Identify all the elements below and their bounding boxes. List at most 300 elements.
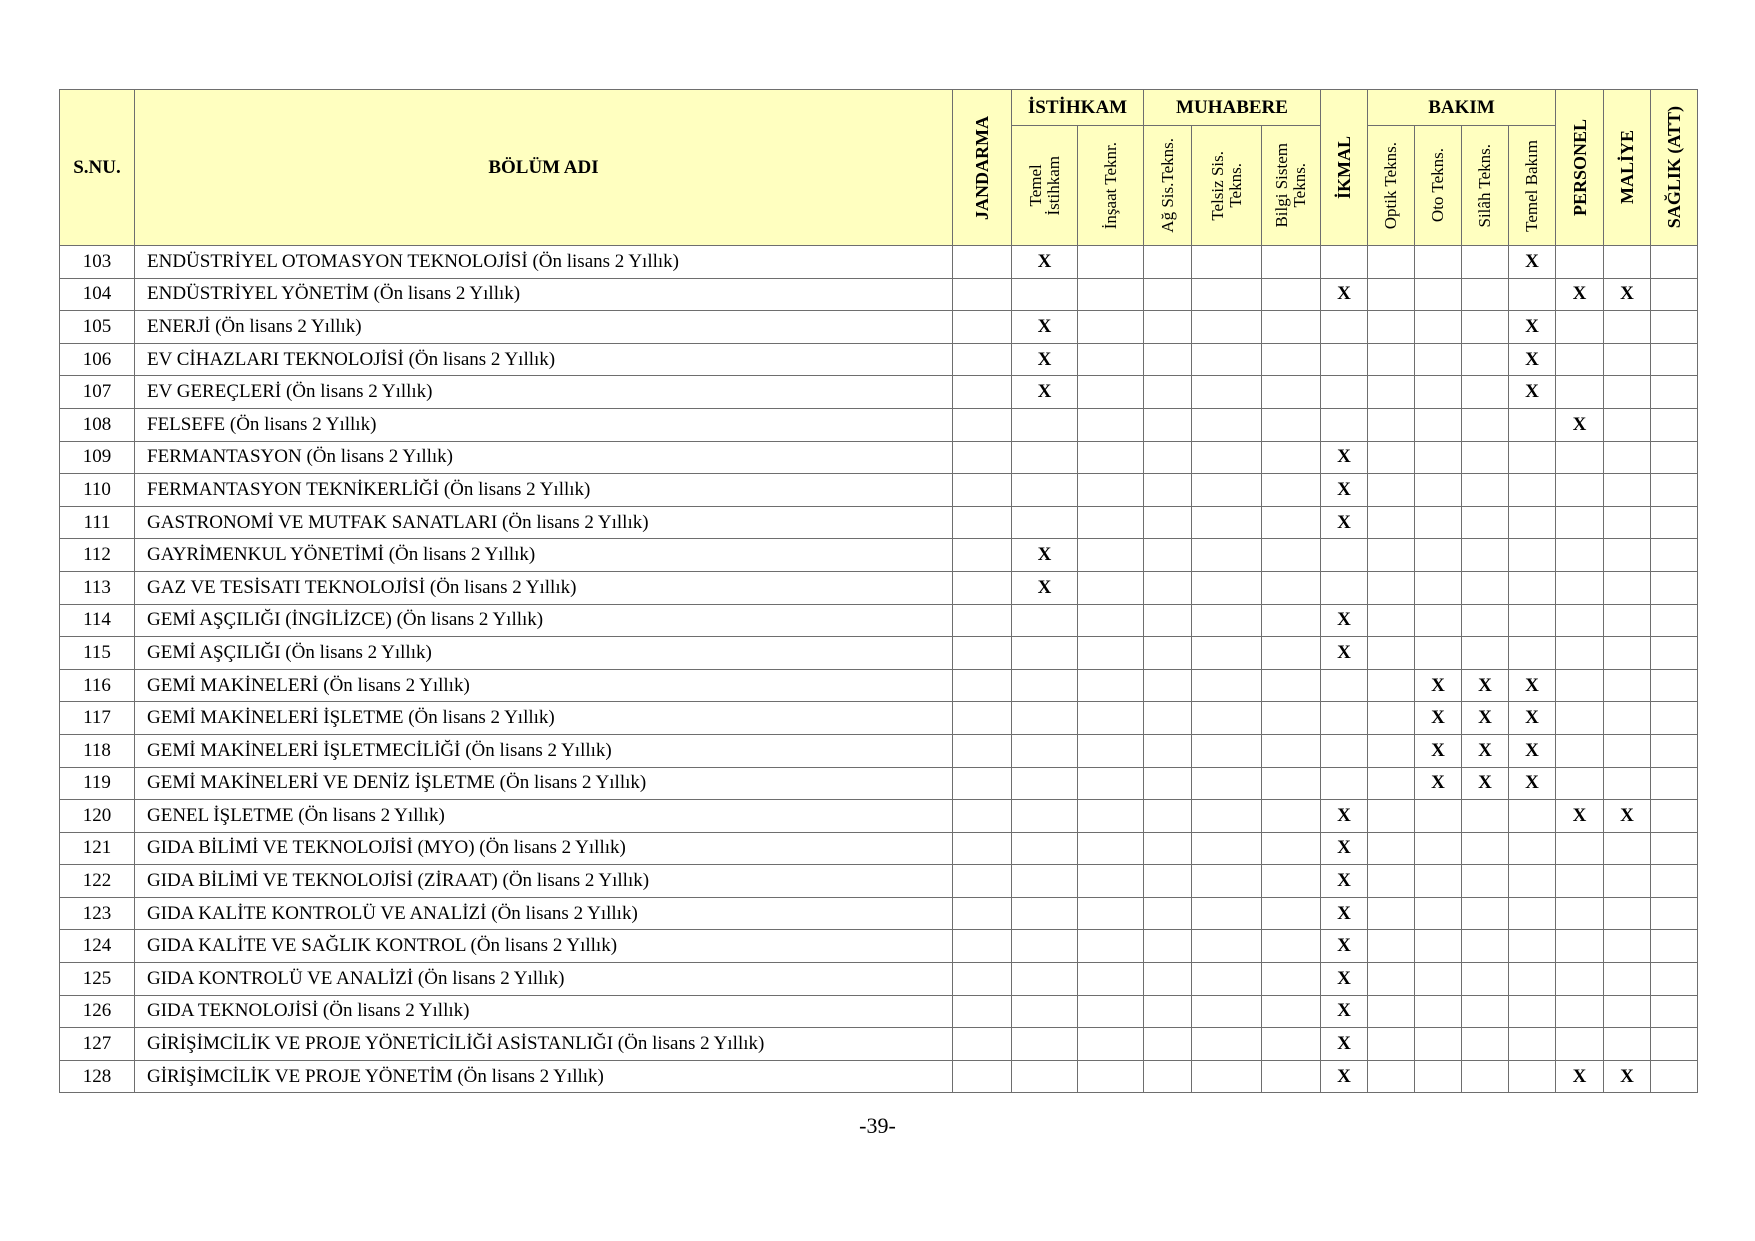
- mark-cell-personel: [1556, 702, 1604, 735]
- mark-cell-ag-sis: [1144, 1028, 1192, 1061]
- mark-cell-telsiz: [1192, 702, 1262, 735]
- mark-cell-jandarma: [953, 995, 1012, 1028]
- mark-cell-temel-istihkam: X: [1012, 311, 1078, 344]
- mark-cell-saglik: [1651, 669, 1698, 702]
- mark-cell-temel-istihkam: X: [1012, 571, 1078, 604]
- row-number: 112: [60, 539, 135, 572]
- header-ikmal: İKMAL: [1321, 90, 1368, 246]
- mark-cell-temel-istihkam: [1012, 474, 1078, 507]
- row-number: 115: [60, 637, 135, 670]
- mark-cell-temel-bakim: [1509, 441, 1556, 474]
- mark-cell-telsiz: [1192, 408, 1262, 441]
- mark-cell-personel: [1556, 474, 1604, 507]
- mark-cell-temel-istihkam: [1012, 604, 1078, 637]
- mark-cell-oto: [1415, 376, 1462, 409]
- mark-cell-maliye: X: [1604, 800, 1651, 833]
- mark-cell-personel: [1556, 865, 1604, 898]
- mark-cell-ikmal: [1321, 408, 1368, 441]
- mark-cell-saglik: [1651, 995, 1698, 1028]
- mark-cell-temel-bakim: X: [1509, 734, 1556, 767]
- mark-cell-ag-sis: [1144, 506, 1192, 539]
- table-row: [60, 897, 1698, 930]
- mark-cell-jandarma: [953, 930, 1012, 963]
- mark-cell-insaat: [1078, 702, 1144, 735]
- mark-cell-oto: [1415, 995, 1462, 1028]
- mark-cell-saglik: [1651, 539, 1698, 572]
- mark-cell-bilgi: [1262, 474, 1321, 507]
- mark-cell-oto: [1415, 246, 1462, 279]
- mark-cell-telsiz: [1192, 832, 1262, 865]
- mark-cell-saglik: [1651, 441, 1698, 474]
- mark-cell-temel-bakim: X: [1509, 246, 1556, 279]
- mark-cell-jandarma: [953, 408, 1012, 441]
- header-maliye: MALİYE: [1604, 90, 1651, 246]
- department-name: GIDA BİLİMİ VE TEKNOLOJİSİ (MYO) (Ön lisans 2 Yıllık): [135, 832, 953, 865]
- mark-cell-maliye: [1604, 441, 1651, 474]
- mark-cell-ikmal: [1321, 734, 1368, 767]
- mark-cell-insaat: [1078, 278, 1144, 311]
- mark-cell-temel-istihkam: [1012, 995, 1078, 1028]
- table-row: [60, 311, 1698, 344]
- mark-cell-temel-bakim: [1509, 278, 1556, 311]
- mark-cell-oto: X: [1415, 767, 1462, 800]
- mark-cell-ag-sis: [1144, 311, 1192, 344]
- mark-cell-maliye: [1604, 604, 1651, 637]
- mark-cell-jandarma: [953, 278, 1012, 311]
- mark-cell-optik: [1368, 474, 1415, 507]
- mark-cell-insaat: [1078, 767, 1144, 800]
- mark-cell-ikmal: [1321, 246, 1368, 279]
- row-number: 119: [60, 767, 135, 800]
- department-name: GİRİŞİMCİLİK VE PROJE YÖNETİCİLİĞİ ASİSTANLIĞI (Ön lisans 2 Yıllık): [135, 1028, 953, 1061]
- mark-cell-ikmal: [1321, 702, 1368, 735]
- mark-cell-maliye: [1604, 865, 1651, 898]
- mark-cell-oto: [1415, 800, 1462, 833]
- department-name: GEMİ MAKİNELERİ (Ön lisans 2 Yıllık): [135, 669, 953, 702]
- mark-cell-jandarma: [953, 637, 1012, 670]
- header-department-name: BÖLÜM ADI: [135, 90, 953, 246]
- mark-cell-personel: [1556, 767, 1604, 800]
- mark-cell-optik: [1368, 669, 1415, 702]
- mark-cell-temel-bakim: [1509, 506, 1556, 539]
- mark-cell-bilgi: [1262, 963, 1321, 996]
- header-bakim: BAKIM: [1368, 90, 1556, 126]
- mark-cell-temel-istihkam: [1012, 669, 1078, 702]
- mark-cell-saglik: [1651, 637, 1698, 670]
- row-number: 110: [60, 474, 135, 507]
- mark-cell-silah: X: [1462, 702, 1509, 735]
- mark-cell-telsiz: [1192, 278, 1262, 311]
- mark-cell-bilgi: [1262, 441, 1321, 474]
- table-row: [60, 539, 1698, 572]
- mark-cell-bilgi: [1262, 376, 1321, 409]
- mark-cell-temel-istihkam: [1012, 637, 1078, 670]
- mark-cell-optik: [1368, 1060, 1415, 1093]
- row-number: 124: [60, 930, 135, 963]
- mark-cell-ag-sis: [1144, 604, 1192, 637]
- mark-cell-temel-bakim: [1509, 865, 1556, 898]
- department-name: ENDÜSTRİYEL YÖNETİM (Ön lisans 2 Yıllık): [135, 278, 953, 311]
- table-row: [60, 963, 1698, 996]
- mark-cell-silah: [1462, 376, 1509, 409]
- mark-cell-maliye: [1604, 539, 1651, 572]
- table-body: [60, 246, 1698, 1093]
- mark-cell-maliye: [1604, 832, 1651, 865]
- mark-cell-temel-istihkam: [1012, 1028, 1078, 1061]
- row-number: 122: [60, 865, 135, 898]
- table-row: [60, 441, 1698, 474]
- row-number: 105: [60, 311, 135, 344]
- row-number: 126: [60, 995, 135, 1028]
- mark-cell-telsiz: [1192, 441, 1262, 474]
- mark-cell-ag-sis: [1144, 865, 1192, 898]
- mark-cell-saglik: [1651, 506, 1698, 539]
- row-number: 116: [60, 669, 135, 702]
- row-number: 108: [60, 408, 135, 441]
- mark-cell-bilgi: [1262, 637, 1321, 670]
- mark-cell-insaat: [1078, 995, 1144, 1028]
- mark-cell-maliye: [1604, 474, 1651, 507]
- mark-cell-oto: [1415, 278, 1462, 311]
- mark-cell-optik: [1368, 800, 1415, 833]
- table-row: [60, 1060, 1698, 1093]
- mark-cell-telsiz: [1192, 1028, 1262, 1061]
- mark-cell-jandarma: [953, 1028, 1012, 1061]
- mark-cell-temel-bakim: [1509, 571, 1556, 604]
- table-row: [60, 408, 1698, 441]
- mark-cell-ag-sis: [1144, 637, 1192, 670]
- mark-cell-optik: [1368, 637, 1415, 670]
- mark-cell-temel-istihkam: [1012, 1060, 1078, 1093]
- mark-cell-temel-istihkam: X: [1012, 246, 1078, 279]
- mark-cell-temel-istihkam: [1012, 278, 1078, 311]
- mark-cell-telsiz: [1192, 1060, 1262, 1093]
- mark-cell-insaat: [1078, 441, 1144, 474]
- mark-cell-silah: [1462, 441, 1509, 474]
- mark-cell-insaat: [1078, 474, 1144, 507]
- mark-cell-oto: [1415, 1028, 1462, 1061]
- mark-cell-maliye: [1604, 571, 1651, 604]
- mark-cell-temel-istihkam: [1012, 865, 1078, 898]
- department-name: GENEL İŞLETME (Ön lisans 2 Yıllık): [135, 800, 953, 833]
- mark-cell-telsiz: [1192, 963, 1262, 996]
- table-row: [60, 767, 1698, 800]
- mark-cell-saglik: [1651, 604, 1698, 637]
- mark-cell-maliye: [1604, 897, 1651, 930]
- mark-cell-oto: X: [1415, 734, 1462, 767]
- mark-cell-bilgi: [1262, 800, 1321, 833]
- mark-cell-optik: [1368, 246, 1415, 279]
- mark-cell-temel-bakim: [1509, 897, 1556, 930]
- mark-cell-ikmal: [1321, 311, 1368, 344]
- table-row: [60, 506, 1698, 539]
- header-bilgi-sistem-tekns: Bilgi Sistem Tekns.: [1262, 126, 1321, 246]
- mark-cell-saglik: [1651, 832, 1698, 865]
- mark-cell-oto: [1415, 604, 1462, 637]
- mark-cell-maliye: [1604, 376, 1651, 409]
- mark-cell-telsiz: [1192, 604, 1262, 637]
- mark-cell-optik: [1368, 571, 1415, 604]
- mark-cell-ag-sis: [1144, 571, 1192, 604]
- mark-cell-optik: [1368, 767, 1415, 800]
- mark-cell-ikmal: X: [1321, 963, 1368, 996]
- mark-cell-temel-bakim: [1509, 474, 1556, 507]
- table-row: [60, 604, 1698, 637]
- mark-cell-ag-sis: [1144, 734, 1192, 767]
- mark-cell-maliye: [1604, 343, 1651, 376]
- mark-cell-silah: X: [1462, 669, 1509, 702]
- mark-cell-temel-istihkam: [1012, 408, 1078, 441]
- mark-cell-jandarma: [953, 1060, 1012, 1093]
- header-istihkam: İSTİHKAM: [1012, 90, 1144, 126]
- mark-cell-temel-bakim: X: [1509, 669, 1556, 702]
- mark-cell-bilgi: [1262, 669, 1321, 702]
- mark-cell-maliye: [1604, 1028, 1651, 1061]
- mark-cell-ikmal: X: [1321, 800, 1368, 833]
- row-number: 109: [60, 441, 135, 474]
- mark-cell-insaat: [1078, 637, 1144, 670]
- mark-cell-telsiz: [1192, 800, 1262, 833]
- table-row: [60, 278, 1698, 311]
- row-number: 113: [60, 571, 135, 604]
- mark-cell-jandarma: [953, 474, 1012, 507]
- mark-cell-personel: [1556, 604, 1604, 637]
- table-row: [60, 734, 1698, 767]
- row-number: 123: [60, 897, 135, 930]
- mark-cell-bilgi: [1262, 539, 1321, 572]
- table-row: [60, 1028, 1698, 1061]
- mark-cell-temel-bakim: [1509, 995, 1556, 1028]
- mark-cell-jandarma: [953, 571, 1012, 604]
- row-number: 104: [60, 278, 135, 311]
- mark-cell-telsiz: [1192, 734, 1262, 767]
- row-number: 121: [60, 832, 135, 865]
- mark-cell-silah: [1462, 246, 1509, 279]
- mark-cell-insaat: [1078, 1060, 1144, 1093]
- mark-cell-ikmal: [1321, 539, 1368, 572]
- mark-cell-saglik: [1651, 800, 1698, 833]
- mark-cell-saglik: [1651, 897, 1698, 930]
- mark-cell-jandarma: [953, 604, 1012, 637]
- mark-cell-ikmal: X: [1321, 865, 1368, 898]
- mark-cell-silah: [1462, 963, 1509, 996]
- row-number: 118: [60, 734, 135, 767]
- mark-cell-insaat: [1078, 604, 1144, 637]
- mark-cell-temel-bakim: [1509, 637, 1556, 670]
- mark-cell-oto: [1415, 865, 1462, 898]
- mark-cell-ikmal: X: [1321, 930, 1368, 963]
- mark-cell-silah: [1462, 865, 1509, 898]
- mark-cell-ikmal: [1321, 343, 1368, 376]
- mark-cell-insaat: [1078, 376, 1144, 409]
- mark-cell-ikmal: [1321, 571, 1368, 604]
- mark-cell-optik: [1368, 408, 1415, 441]
- mark-cell-insaat: [1078, 832, 1144, 865]
- mark-cell-ag-sis: [1144, 702, 1192, 735]
- mark-cell-silah: [1462, 539, 1509, 572]
- mark-cell-telsiz: [1192, 669, 1262, 702]
- mark-cell-ikmal: X: [1321, 506, 1368, 539]
- department-name: GAZ VE TESİSATI TEKNOLOJİSİ (Ön lisans 2 Yıllık): [135, 571, 953, 604]
- mark-cell-temel-bakim: [1509, 930, 1556, 963]
- mark-cell-ag-sis: [1144, 832, 1192, 865]
- table-row: [60, 930, 1698, 963]
- mark-cell-maliye: [1604, 408, 1651, 441]
- mark-cell-telsiz: [1192, 376, 1262, 409]
- mark-cell-silah: [1462, 995, 1509, 1028]
- mark-cell-optik: [1368, 604, 1415, 637]
- mark-cell-ikmal: X: [1321, 1028, 1368, 1061]
- mark-cell-insaat: [1078, 865, 1144, 898]
- mark-cell-saglik: [1651, 474, 1698, 507]
- mark-cell-personel: X: [1556, 1060, 1604, 1093]
- department-name: FERMANTASYON (Ön lisans 2 Yıllık): [135, 441, 953, 474]
- mark-cell-bilgi: [1262, 734, 1321, 767]
- mark-cell-insaat: [1078, 539, 1144, 572]
- department-name: ENERJİ (Ön lisans 2 Yıllık): [135, 311, 953, 344]
- header-oto-tekns: Oto Tekns.: [1415, 126, 1462, 246]
- mark-cell-temel-bakim: [1509, 963, 1556, 996]
- header-jandarma: JANDARMA: [953, 90, 1012, 246]
- mark-cell-bilgi: [1262, 604, 1321, 637]
- mark-cell-temel-istihkam: [1012, 441, 1078, 474]
- mark-cell-telsiz: [1192, 506, 1262, 539]
- mark-cell-oto: [1415, 311, 1462, 344]
- table-row: [60, 343, 1698, 376]
- mark-cell-personel: [1556, 637, 1604, 670]
- mark-cell-ikmal: [1321, 376, 1368, 409]
- mark-cell-optik: [1368, 995, 1415, 1028]
- department-name: ENDÜSTRİYEL OTOMASYON TEKNOLOJİSİ (Ön lisans 2 Yıllık): [135, 246, 953, 279]
- mark-cell-oto: [1415, 408, 1462, 441]
- row-number: 117: [60, 702, 135, 735]
- mark-cell-personel: [1556, 506, 1604, 539]
- mark-cell-jandarma: [953, 702, 1012, 735]
- table-row: [60, 800, 1698, 833]
- mark-cell-personel: [1556, 343, 1604, 376]
- mark-cell-silah: [1462, 343, 1509, 376]
- mark-cell-telsiz: [1192, 767, 1262, 800]
- mark-cell-bilgi: [1262, 767, 1321, 800]
- table-row: [60, 474, 1698, 507]
- page-number: -39-: [859, 1113, 896, 1138]
- mark-cell-saglik: [1651, 343, 1698, 376]
- mark-cell-personel: [1556, 734, 1604, 767]
- department-name: GASTRONOMİ VE MUTFAK SANATLARI (Ön lisans 2 Yıllık): [135, 506, 953, 539]
- department-name: EV GEREÇLERİ (Ön lisans 2 Yıllık): [135, 376, 953, 409]
- mark-cell-optik: [1368, 963, 1415, 996]
- department-name: GEMİ MAKİNELERİ VE DENİZ İŞLETME (Ön lisans 2 Yıllık): [135, 767, 953, 800]
- mark-cell-saglik: [1651, 930, 1698, 963]
- mark-cell-ag-sis: [1144, 408, 1192, 441]
- mark-cell-insaat: [1078, 734, 1144, 767]
- mark-cell-jandarma: [953, 669, 1012, 702]
- mark-cell-maliye: [1604, 506, 1651, 539]
- mark-cell-ag-sis: [1144, 246, 1192, 279]
- mark-cell-temel-bakim: [1509, 800, 1556, 833]
- department-name: GIDA KALİTE VE SAĞLIK KONTROL (Ön lisans 2 Yıllık): [135, 930, 953, 963]
- mark-cell-personel: [1556, 832, 1604, 865]
- mark-cell-ag-sis: [1144, 376, 1192, 409]
- mark-cell-bilgi: [1262, 865, 1321, 898]
- mark-cell-telsiz: [1192, 474, 1262, 507]
- mark-cell-telsiz: [1192, 539, 1262, 572]
- mark-cell-saglik: [1651, 1028, 1698, 1061]
- mark-cell-insaat: [1078, 343, 1144, 376]
- mark-cell-temel-bakim: [1509, 604, 1556, 637]
- mark-cell-ikmal: [1321, 767, 1368, 800]
- mark-cell-oto: [1415, 571, 1462, 604]
- table-row: [60, 865, 1698, 898]
- mark-cell-temel-istihkam: X: [1012, 539, 1078, 572]
- mark-cell-temel-bakim: X: [1509, 767, 1556, 800]
- mark-cell-personel: X: [1556, 800, 1604, 833]
- mark-cell-saglik: [1651, 767, 1698, 800]
- table-row: [60, 995, 1698, 1028]
- department-name: GIDA KONTROLÜ VE ANALİZİ (Ön lisans 2 Yıllık): [135, 963, 953, 996]
- mark-cell-optik: [1368, 278, 1415, 311]
- mark-cell-saglik: [1651, 278, 1698, 311]
- mark-cell-temel-bakim: [1509, 1028, 1556, 1061]
- row-number: 107: [60, 376, 135, 409]
- mark-cell-maliye: [1604, 246, 1651, 279]
- mark-cell-bilgi: [1262, 506, 1321, 539]
- mark-cell-jandarma: [953, 897, 1012, 930]
- mark-cell-personel: [1556, 930, 1604, 963]
- mark-cell-optik: [1368, 311, 1415, 344]
- mark-cell-maliye: [1604, 930, 1651, 963]
- mark-cell-jandarma: [953, 734, 1012, 767]
- mark-cell-temel-bakim: X: [1509, 702, 1556, 735]
- mark-cell-saglik: [1651, 408, 1698, 441]
- mark-cell-silah: [1462, 571, 1509, 604]
- department-name: GEMİ MAKİNELERİ İŞLETME (Ön lisans 2 Yıllık): [135, 702, 953, 735]
- mark-cell-ikmal: X: [1321, 995, 1368, 1028]
- mark-cell-ikmal: X: [1321, 832, 1368, 865]
- mark-cell-ikmal: [1321, 669, 1368, 702]
- mark-cell-optik: [1368, 832, 1415, 865]
- mark-cell-ag-sis: [1144, 800, 1192, 833]
- table-row: [60, 246, 1698, 279]
- mark-cell-jandarma: [953, 343, 1012, 376]
- mark-cell-personel: [1556, 539, 1604, 572]
- mark-cell-temel-bakim: [1509, 832, 1556, 865]
- mark-cell-temel-istihkam: [1012, 800, 1078, 833]
- row-number: 114: [60, 604, 135, 637]
- mark-cell-telsiz: [1192, 637, 1262, 670]
- mark-cell-ikmal: X: [1321, 474, 1368, 507]
- mark-cell-personel: [1556, 897, 1604, 930]
- mark-cell-bilgi: [1262, 930, 1321, 963]
- mark-cell-bilgi: [1262, 571, 1321, 604]
- department-name: GEMİ MAKİNELERİ İŞLETMECİLİĞİ (Ön lisans 2 Yıllık): [135, 734, 953, 767]
- mark-cell-maliye: [1604, 311, 1651, 344]
- mark-cell-maliye: [1604, 702, 1651, 735]
- mark-cell-bilgi: [1262, 897, 1321, 930]
- department-name: GAYRİMENKUL YÖNETİMİ (Ön lisans 2 Yıllık): [135, 539, 953, 572]
- mark-cell-insaat: [1078, 506, 1144, 539]
- mark-cell-saglik: [1651, 963, 1698, 996]
- department-name: GIDA TEKNOLOJİSİ (Ön lisans 2 Yıllık): [135, 995, 953, 1028]
- mark-cell-ikmal: X: [1321, 604, 1368, 637]
- mark-cell-temel-istihkam: [1012, 506, 1078, 539]
- mark-cell-telsiz: [1192, 995, 1262, 1028]
- mark-cell-ikmal: X: [1321, 897, 1368, 930]
- mark-cell-optik: [1368, 930, 1415, 963]
- mark-cell-ag-sis: [1144, 963, 1192, 996]
- mark-cell-temel-bakim: X: [1509, 311, 1556, 344]
- mark-cell-jandarma: [953, 800, 1012, 833]
